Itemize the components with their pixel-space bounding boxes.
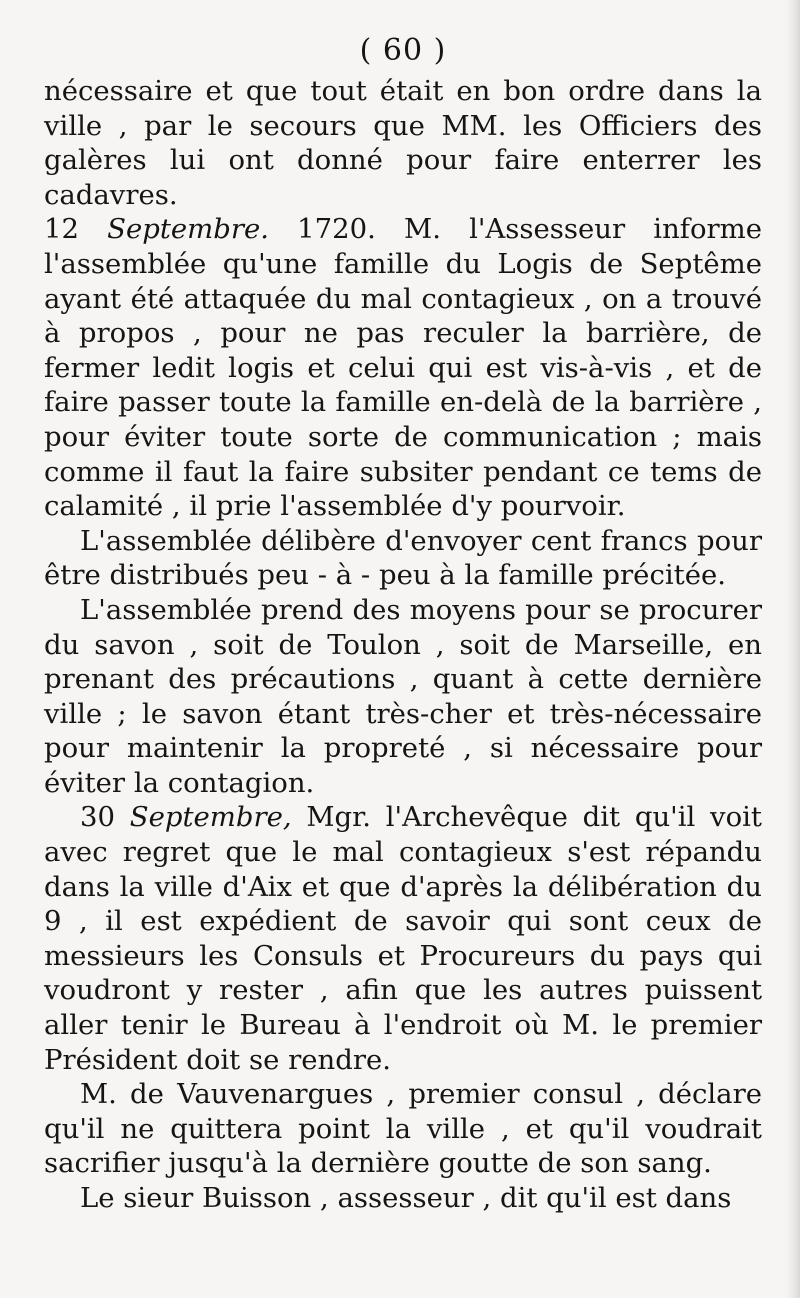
- paragraph-deliberation-francs: [44, 524, 762, 593]
- page-edge-shadow: [786, 0, 800, 1298]
- date-month: Septembre,: [129, 801, 292, 834]
- paragraph-12-september: [44, 212, 762, 523]
- paragraph-vauvenargues: [44, 1077, 762, 1181]
- page-number: ( 60 ): [359, 33, 447, 68]
- paragraph-text: M. l'Assesseur informe l'assemblée qu'une famille du Logis de Septême ayant été attaquée du mal contagieux , on a trouvé à propos , pour ne pas reculer la barrière, de fermer ledit logis et celui qui est vis-à-vis , et de faire passer toute la famille en-delà de la barrière , pour éviter toute sorte de communication ; mais comme il faut la faire subsiter pendant ce tems de calamité , il prie l'assemblée d'y pourvoir.: [44, 213, 763, 523]
- date-day: 12: [44, 213, 79, 246]
- paragraph-text: Le sieur Buisson , assesseur , dit qu'il est dans: [80, 1182, 732, 1214]
- paragraph-buisson: [44, 1181, 762, 1216]
- paragraph-30-september: [44, 800, 762, 1077]
- page-body: [44, 74, 762, 1216]
- paragraph-text: L'assemblée délibère d'envoyer cent francs pour être distribués peu - à - peu à la famille précitée.: [44, 524, 762, 592]
- paragraph-text: nécessaire et que tout était en bon ordre dans la ville , par le secours que MM. les Officiers des galères lui ont donné pour faire enterrer les cadavres.: [44, 75, 762, 211]
- paragraph-continuation: [44, 74, 762, 212]
- date-day: 30: [80, 801, 115, 834]
- date-month: Septembre.: [107, 213, 270, 246]
- date-year: 1720.: [297, 213, 376, 246]
- paragraph-savon: [44, 593, 762, 801]
- paragraph-text: M. de Vauvenargues , premier consul , déclare qu'il ne quittera point la ville , et qu'il voudrait sacrifier jusqu'à la dernière goutte de son sang.: [44, 1078, 762, 1180]
- paragraph-text: L'assemblée prend des moyens pour se procurer du savon , soit de Toulon , soit de Marseille, en prenant des précautions , quant à cette dernière ville ; le savon étant très-cher et très-nécessaire pour maintenir la propreté , si nécessaire pour éviter la contagion.: [44, 593, 762, 799]
- paragraph-text: Mgr. l'Archevêque dit qu'il voit avec regret que le mal contagieux s'est répandu dans la ville d'Aix et que d'après la délibération du 9 , il est expédient de savoir qui sont ceux de messieurs les Consuls et Procureurs du pays qui voudront y rester , afin que les autres puissent aller tenir le Bureau à l'endroit où M. le premier Président doit se rendre.: [44, 801, 762, 1076]
